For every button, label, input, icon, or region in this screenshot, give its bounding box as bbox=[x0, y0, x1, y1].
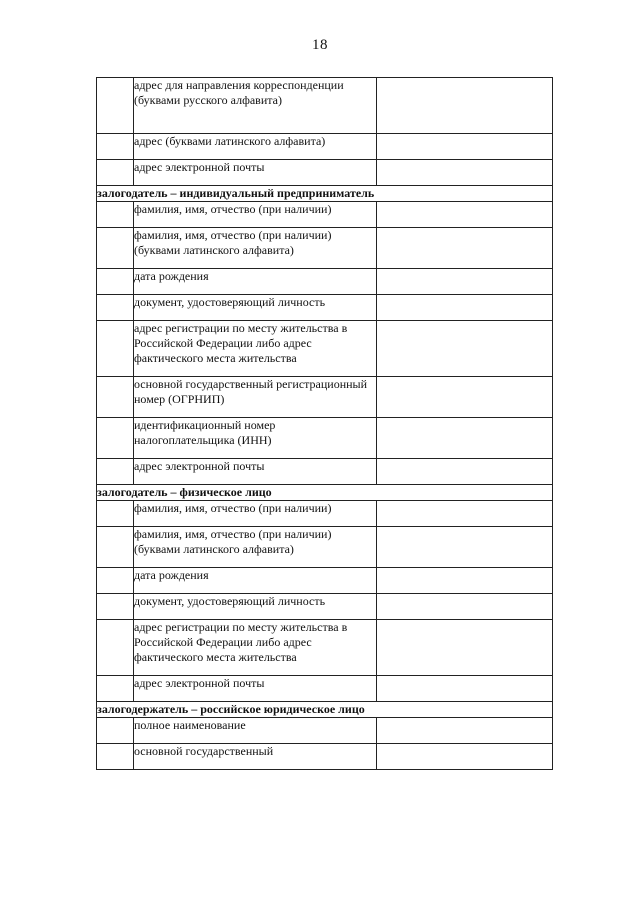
field-label: адрес (буквами латинского алфавита) bbox=[134, 134, 377, 160]
table-row bbox=[97, 620, 553, 676]
section-title: залогодатель – индивидуальный предприниматель bbox=[97, 186, 553, 202]
field-value-cell[interactable] bbox=[377, 620, 553, 676]
indent-cell bbox=[97, 269, 134, 295]
table-row bbox=[97, 228, 553, 269]
indent-cell bbox=[97, 321, 134, 377]
field-label: фамилия, имя, отчество (при наличии) bbox=[134, 202, 377, 228]
indent-cell bbox=[97, 418, 134, 459]
table-row bbox=[97, 459, 553, 485]
indent-cell bbox=[97, 568, 134, 594]
table-row bbox=[97, 295, 553, 321]
table-row bbox=[97, 718, 553, 744]
field-label: полное наименование bbox=[134, 718, 377, 744]
indent-cell bbox=[97, 459, 134, 485]
table-row bbox=[97, 594, 553, 620]
indent-cell bbox=[97, 620, 134, 676]
indent-cell bbox=[97, 295, 134, 321]
table-row bbox=[97, 418, 553, 459]
indent-cell bbox=[97, 594, 134, 620]
table-row bbox=[97, 527, 553, 568]
field-value-cell[interactable] bbox=[377, 78, 553, 134]
table-row bbox=[97, 78, 553, 134]
field-label: основной государственный регистрационный номер (ОГРНИП) bbox=[134, 377, 377, 418]
section-header-row bbox=[97, 485, 553, 501]
indent-cell bbox=[97, 744, 134, 770]
field-label: дата рождения bbox=[134, 269, 377, 295]
field-label: документ, удостоверяющий личность bbox=[134, 295, 377, 321]
table-row bbox=[97, 676, 553, 702]
section-header-row bbox=[97, 186, 553, 202]
field-value-cell[interactable] bbox=[377, 202, 553, 228]
indent-cell bbox=[97, 202, 134, 228]
field-label: адрес электронной почты bbox=[134, 459, 377, 485]
field-label: фамилия, имя, отчество (при наличии) (буквами латинского алфавита) bbox=[134, 527, 377, 568]
field-value-cell[interactable] bbox=[377, 676, 553, 702]
indent-cell bbox=[97, 718, 134, 744]
table-row bbox=[97, 568, 553, 594]
field-value-cell[interactable] bbox=[377, 501, 553, 527]
field-label: документ, удостоверяющий личность bbox=[134, 594, 377, 620]
table-row bbox=[97, 134, 553, 160]
indent-cell bbox=[97, 160, 134, 186]
indent-cell bbox=[97, 501, 134, 527]
page-number: 18 bbox=[312, 37, 328, 53]
field-label: идентификационный номер налогоплательщика (ИНН) bbox=[134, 418, 377, 459]
indent-cell bbox=[97, 228, 134, 269]
field-label: адрес регистрации по месту жительства в Российской Федерации либо адрес фактического места жительства bbox=[134, 321, 377, 377]
field-value-cell[interactable] bbox=[377, 718, 553, 744]
field-value-cell[interactable] bbox=[377, 527, 553, 568]
field-label: адрес электронной почты bbox=[134, 676, 377, 702]
table-row bbox=[97, 160, 553, 186]
field-value-cell[interactable] bbox=[377, 269, 553, 295]
field-value-cell[interactable] bbox=[377, 228, 553, 269]
table-row bbox=[97, 269, 553, 295]
field-label: основной государственный bbox=[134, 744, 377, 770]
form-table bbox=[96, 77, 553, 770]
indent-cell bbox=[97, 78, 134, 134]
table-row bbox=[97, 501, 553, 527]
field-value-cell[interactable] bbox=[377, 321, 553, 377]
table-row bbox=[97, 202, 553, 228]
field-value-cell[interactable] bbox=[377, 377, 553, 418]
table-row bbox=[97, 744, 553, 770]
section-header-row bbox=[97, 702, 553, 718]
indent-cell bbox=[97, 676, 134, 702]
field-label: адрес для направления корреспонденции (буквами русского алфавита) bbox=[134, 78, 377, 134]
field-label: фамилия, имя, отчество (при наличии) bbox=[134, 501, 377, 527]
field-value-cell[interactable] bbox=[377, 594, 553, 620]
field-value-cell[interactable] bbox=[377, 160, 553, 186]
indent-cell bbox=[97, 527, 134, 568]
field-label: адрес электронной почты bbox=[134, 160, 377, 186]
indent-cell bbox=[97, 377, 134, 418]
field-value-cell[interactable] bbox=[377, 459, 553, 485]
field-label: фамилия, имя, отчество (при наличии) (буквами латинского алфавита) bbox=[134, 228, 377, 269]
field-label: адрес регистрации по месту жительства в Российской Федерации либо адрес фактического места жительства bbox=[134, 620, 377, 676]
field-value-cell[interactable] bbox=[377, 418, 553, 459]
table-row bbox=[97, 377, 553, 418]
field-value-cell[interactable] bbox=[377, 295, 553, 321]
indent-cell bbox=[97, 134, 134, 160]
field-value-cell[interactable] bbox=[377, 744, 553, 770]
field-value-cell[interactable] bbox=[377, 568, 553, 594]
field-label: дата рождения bbox=[134, 568, 377, 594]
field-value-cell[interactable] bbox=[377, 134, 553, 160]
section-title: залогодержатель – российское юридическое лицо bbox=[97, 702, 553, 718]
table-row bbox=[97, 321, 553, 377]
section-title: залогодатель – физическое лицо bbox=[97, 485, 553, 501]
